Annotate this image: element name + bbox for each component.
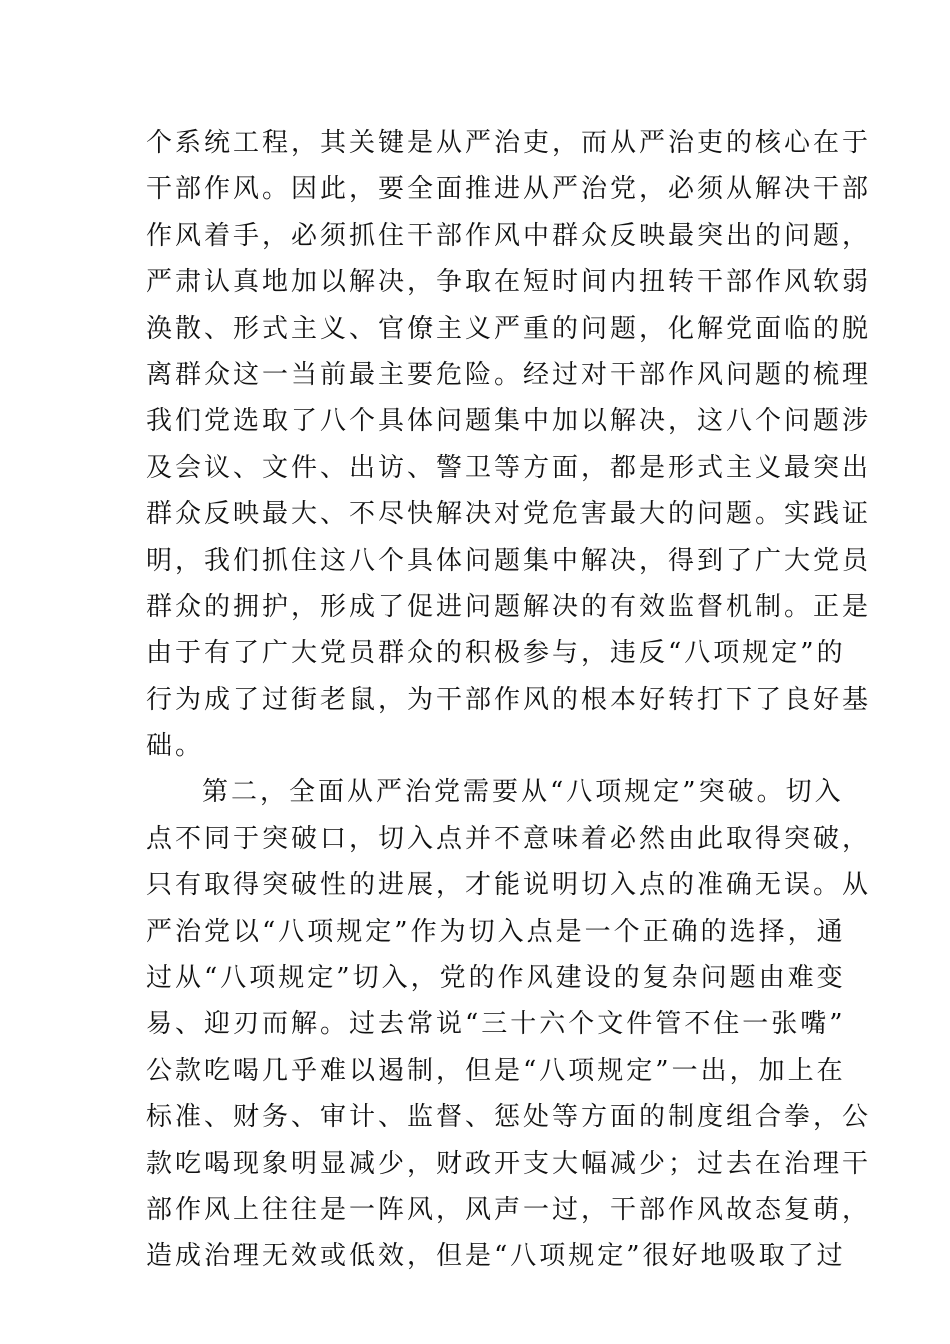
text-line: 易、迎刃而解。过去常说“三十六个文件管不住一张嘴” <box>146 1009 846 1040</box>
body-text <box>146 120 872 1280</box>
text-line: 行为成了过街老鼠，为干部作风的根本好转打下了良好基 <box>146 684 872 715</box>
text-line: 部作风上往往是一阵风，风声一过，干部作风故态复萌， <box>146 1194 872 1225</box>
text-line: 群众反映最大、不尽快解决对党危害最大的问题。实践证 <box>146 499 872 530</box>
text-line: 严治党以“八项规定”作为切入点是一个正确的选择，通 <box>146 916 846 947</box>
text-line: 只有取得突破性的进展，才能说明切入点的准确无误。从 <box>146 870 872 901</box>
text-line: 公款吃喝几乎难以遏制，但是“八项规定”一出，加上在 <box>146 1055 846 1086</box>
text-line: 群众的拥护，形成了促进问题解决的有效监督机制。正是 <box>146 591 872 622</box>
text-line: 我们党选取了八个具体问题集中加以解决，这八个问题涉 <box>146 406 872 437</box>
text-line: 明，我们抓住这八个具体问题集中解决，得到了广大党员 <box>146 545 872 576</box>
text-line: 标准、财务、审计、监督、惩处等方面的制度组合拳，公 <box>146 1102 872 1133</box>
text-line: 离群众这一当前最主要危险。经过对干部作风问题的梳理 <box>146 359 872 390</box>
text-line: 由于有了广大党员群众的积极参与，违反“八项规定”的 <box>146 638 846 669</box>
text-line: 干部作风。因此，要全面推进从严治党，必须从解决干部 <box>146 174 872 205</box>
text-line: 础。 <box>146 731 205 762</box>
text-line: 及会议、文件、出访、警卫等方面，都是形式主义最突出 <box>146 452 872 483</box>
text-line: 款吃喝现象明显减少，财政开支大幅减少；过去在治理干 <box>146 1148 872 1179</box>
text-line: 个系统工程，其关键是从严治吏，而从严治吏的核心在于 <box>146 128 872 158</box>
text-line: 过从“八项规定”切入，党的作风建设的复杂问题由难变 <box>146 963 846 994</box>
text-line: 作风着手，必须抓住干部作风中群众反映最突出的问题， <box>146 220 872 251</box>
text-line: 涣散、形式主义、官僚主义严重的问题，化解党面临的脱 <box>146 313 872 344</box>
text-line: 点不同于突破口，切入点并不意味着必然由此取得突破， <box>146 823 872 854</box>
text-line: 造成治理无效或低效，但是“八项规定”很好地吸取了过 <box>146 1241 846 1272</box>
text-line: 严肃认真地加以解决，争取在短时间内扭转干部作风软弱 <box>146 267 872 298</box>
paragraph-start-line: 第二，全面从严治党需要从“八项规定”突破。切入 <box>202 777 844 808</box>
